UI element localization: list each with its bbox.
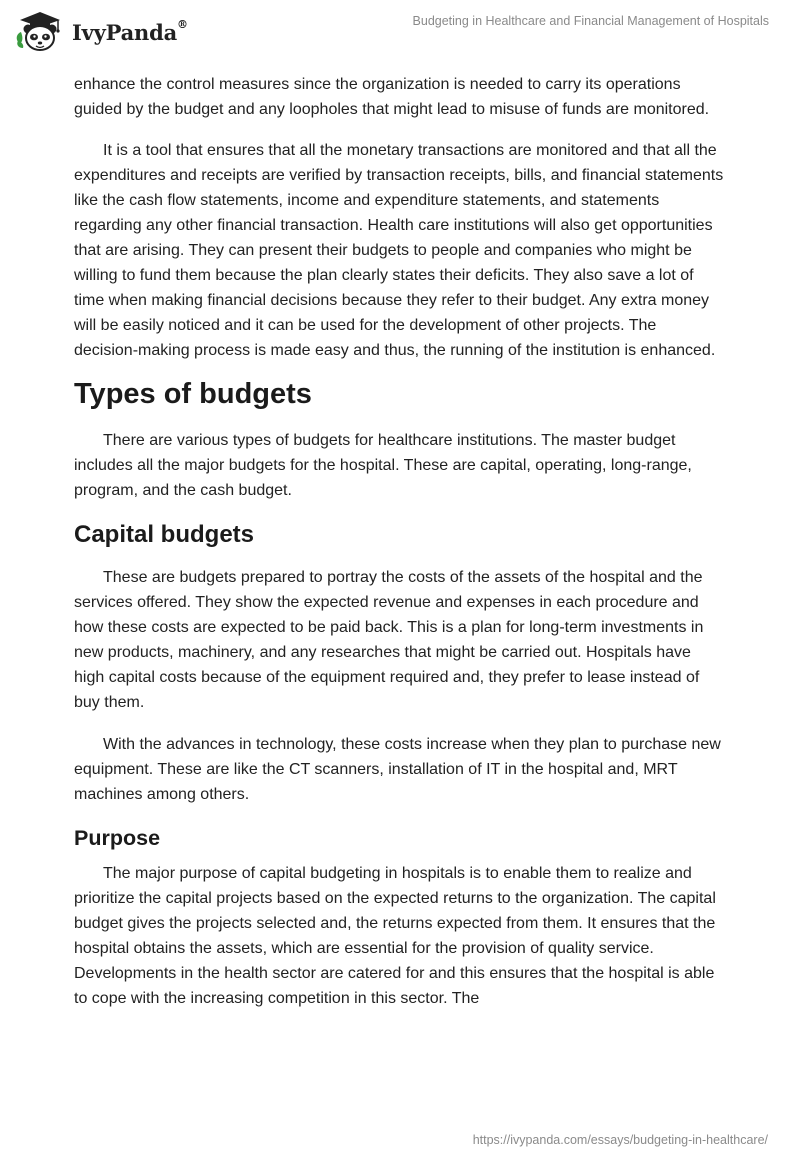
ivypanda-logo[interactable] (14, 10, 188, 54)
paragraph: It is a tool that ensures that all the monetary transactions are monitored and that all the expenditures and receipts are verified by transaction receipts, bills, and financial statements like the cash flow statements, income and expenditure statements, and statements regarding any other financial transaction. Health care institutions will also get opportunities that are arising. They can present their budgets to people and companies who might be willing to fund them because the plan clearly states their deficits. They also save a lot of time when making financial decisions because they refer to their budget. Any extra money will be easily noticed and it can be used for the development of other projects. The decision-making process is made easy and thus, the running of the institution is enhanced. (74, 142, 724, 359)
section-heading-capital-budgets: Capital budgets (74, 521, 255, 548)
page-header (0, 0, 800, 70)
section-heading-types-of-budgets: Types of budgets (74, 378, 312, 410)
section-heading-purpose: Purpose (74, 826, 161, 850)
paragraph: enhance the control measures since the organization is needed to carry its operations guided by the budget and any loopholes that might lead to misuse of funds are monitored. (74, 76, 710, 118)
document-title: Budgeting in Healthcare and Financial Management of Hospitals (412, 14, 769, 28)
brand-name: IvyPanda® (72, 17, 188, 45)
paragraph: These are budgets prepared to portray the costs of the assets of the hospital and the services offered. They show the expected revenue and expenses in each procedure and how these costs are expected to be paid back. This is a plan for long-term investments in new products, machinery, and any researches that might be carried out. Hospitals have high capital costs because of the equipment required and, they prefer to lease instead of buy them. (74, 569, 704, 711)
article-body (74, 72, 724, 1011)
paragraph: There are various types of budgets for healthcare institutions. The master budget includes all the major budgets for the hospital. These are capital, operating, long-range, program, and the cash budget. (74, 432, 692, 499)
source-url[interactable]: https://ivypanda.com/essays/budgeting-in-healthcare/ (472, 1133, 768, 1147)
paragraph: With the advances in technology, these costs increase when they plan to purchase new equipment. These are like the CT scanners, installation of IT in the hospital and, MRT machines among others. (74, 736, 721, 803)
panda-graduate-icon (14, 10, 66, 54)
paragraph: The major purpose of capital budgeting in hospitals is to enable them to realize and prioritize the capital projects based on the expected returns to the organization. The capital budget gives the projects selected and, the returns expected from them. It ensures that the hospital obtains the assets, which are essential for the provision of quality service. Developments in the health sector are catered for and this ensures that the hospital is able to cope with the increasing competition in this sector. The (74, 865, 716, 1007)
